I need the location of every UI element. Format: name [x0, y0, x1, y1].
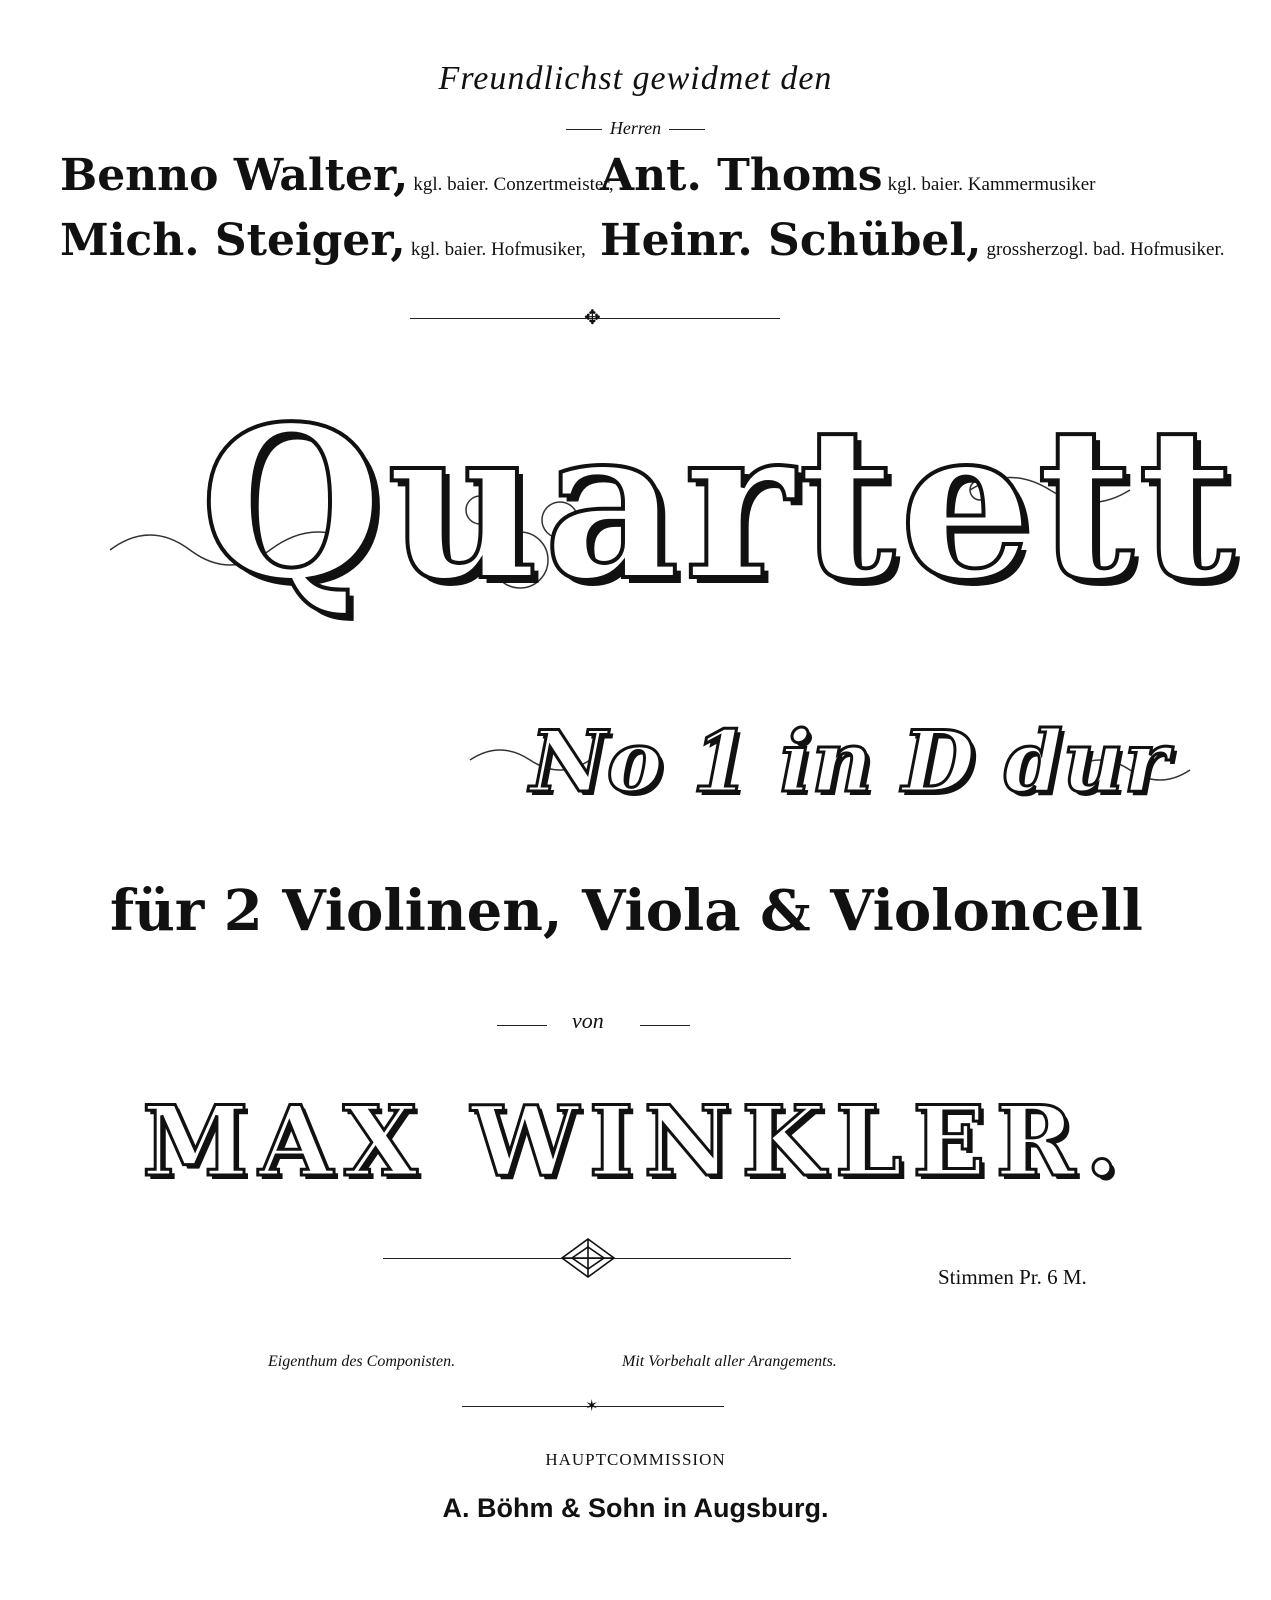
dedicatee-name: Mich. Steiger,: [60, 215, 406, 266]
rights-right: Mit Vorbehalt aller Arangements.: [622, 1353, 837, 1370]
dedicatee-role: kgl. baier. Hofmusiker,: [410, 239, 586, 260]
title-main: Quartett: [200, 380, 1239, 627]
von-label: von: [572, 1008, 604, 1033]
dedicatee-name: Heinr. Schübel,: [600, 215, 982, 266]
dedicatee-1: [60, 150, 614, 201]
composer-name: MAX WINKLER.: [142, 1085, 1129, 1198]
haupt-commission: HAUPTCOMMISSION: [545, 1450, 726, 1469]
dedicatee-2: [600, 150, 1095, 201]
divider: [497, 1025, 547, 1026]
dedication-heading: Freundlichst gewidmet den: [438, 60, 833, 97]
dedicatee-3: [60, 215, 586, 266]
herren-line: [0, 118, 1271, 139]
dedicatee-role: kgl. baier. Conzertmeister,: [413, 174, 614, 195]
diamond-ornament-icon: [560, 1237, 616, 1279]
herren-label: Herren: [609, 118, 662, 138]
dedicatee-role: grossherzogl. bad. Hofmusiker.: [986, 239, 1225, 260]
divider: [566, 129, 602, 130]
publisher-name: A. Böhm & Sohn in Augsburg.: [442, 1493, 829, 1523]
price-label: Stimmen Pr. 6 M.: [938, 1265, 1087, 1289]
divider: [640, 1025, 690, 1026]
dedicatee-4: [600, 215, 1224, 266]
instrumentation-text: für 2 Violinen, Viola & Violoncell: [110, 878, 1143, 944]
divider: [669, 129, 705, 130]
rights-left: Eigenthum des Componisten.: [268, 1353, 456, 1370]
star-ornament-icon: ✶: [585, 1396, 599, 1415]
ornament-icon: ✥: [584, 305, 601, 329]
instrumentation: [110, 878, 1143, 944]
dedicatee-name: Ant. Thoms: [600, 150, 883, 201]
title-number: No 1 in D dur: [530, 712, 1169, 811]
dedicatee-role: kgl. baier. Kammermusiker: [887, 174, 1096, 195]
dedicatee-name: Benno Walter,: [60, 150, 409, 201]
